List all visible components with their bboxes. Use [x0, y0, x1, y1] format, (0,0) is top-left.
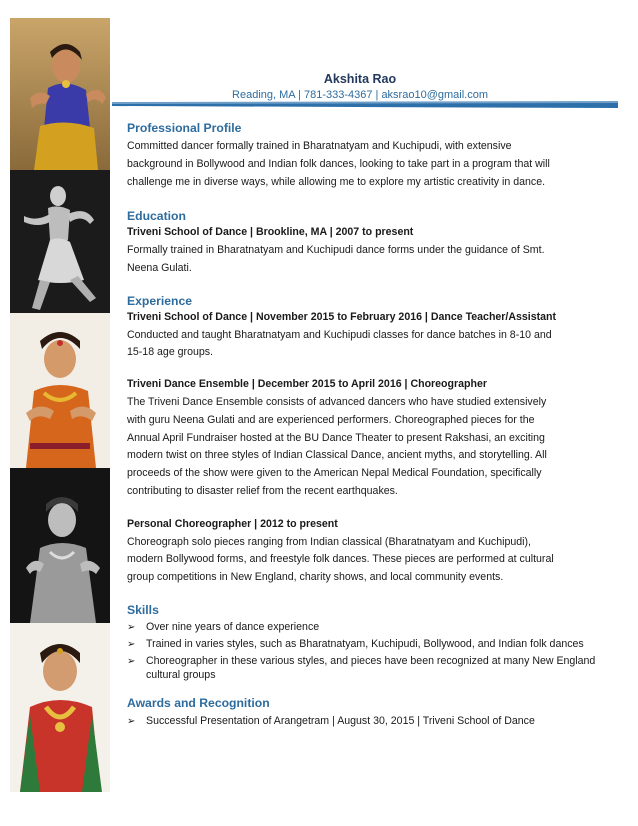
job-line: contributing to disaster relief from the recent earthquakes. [127, 484, 398, 497]
dancer-photo-bw-pose [10, 170, 110, 313]
profile-line: Committed dancer formally trained in Bharatnatyam and Kuchipudi, with extensive [127, 140, 512, 152]
job-line: Annual April Fundraiser hosted at the BU Dance Theater to present Rakshasi, an exciting [127, 431, 545, 444]
section-title: Experience [127, 293, 193, 308]
list-item [127, 621, 607, 634]
header-divider [112, 101, 618, 109]
section-awards [127, 695, 607, 728]
resume-body [127, 120, 607, 732]
job-line: modern Bollywood forms, and freestyle folk dances. These pieces are performed at cultural [127, 553, 554, 566]
section-professional-profile [127, 120, 607, 191]
job-title: Personal Choreographer | 2012 to present [127, 517, 338, 530]
arrow-bullet-icon: ➢ [127, 715, 136, 727]
arrow-bullet-icon: ➢ [127, 656, 136, 668]
section-title: Education [127, 209, 186, 224]
skills-list [127, 621, 607, 682]
education-entry-title: Triveni School of Dance | Brookline, MA | 2007 to present [127, 226, 414, 239]
section-title: Skills [127, 602, 159, 617]
job-line: proceeds of the show were given to the American Nepal Medical Foundation, specifically [127, 467, 542, 480]
job-line: Conducted and taught Bharatnatyam and Kuchipudi classes for dance batches in 8-10 and [127, 328, 552, 341]
job-title: Triveni School of Dance | November 2015 to February 2016 | Dance Teacher/Assistant [127, 310, 557, 323]
job-line: modern twist on three styles of Indian Classical Dance, ancient myths, and storytelling. All [127, 449, 547, 462]
profile-line: background in Bollywood and Indian folk dances, looking to take part in a program that will [127, 157, 550, 170]
job-line: group competitions in New England, charity shows, and local community events. [127, 571, 504, 584]
job-line: Choreograph solo pieces ranging from Indian classical (Bharatnatyam and Kuchipudi), [127, 535, 531, 548]
section-title: Professional Profile [127, 121, 242, 135]
experience-entry [127, 376, 607, 501]
list-item [127, 655, 607, 681]
dancer-photo-red-costume [10, 623, 110, 792]
experience-entry [127, 309, 607, 362]
dancer-photo-bw-portrait [10, 468, 110, 623]
education-line: Neena Gulati. [127, 261, 192, 274]
profile-line: challenge me in diverse ways, while allowing me to explore my artistic creativity in dance. [127, 175, 546, 188]
skill-text: Trained in varies styles, such as Bharatnatyam, Kuchipudi, Bollywood, and Indian folk dances [146, 638, 584, 651]
photo-strip [10, 18, 110, 792]
section-title: Awards and Recognition [127, 695, 270, 710]
section-experience [127, 293, 607, 587]
skill-text: Over nine years of dance experience [146, 620, 320, 633]
resume-name: Akshita Rao [323, 72, 397, 86]
section-skills [127, 602, 607, 682]
job-line: with guru Neena Gulati and are experienced performers. Choreographed pieces for the [127, 413, 535, 426]
list-item [127, 638, 607, 651]
award-text: Successful Presentation of Arangetram | August 30, 2015 | Triveni School of Dance [146, 714, 535, 727]
skill-text: Choreographer in these various styles, and pieces have been recognized at many New England cultural groups [146, 655, 596, 681]
section-education [127, 208, 607, 277]
arrow-bullet-icon: ➢ [127, 621, 136, 633]
list-item [127, 715, 607, 728]
job-line: The Triveni Dance Ensemble consists of advanced dancers who have studied extensively [127, 395, 547, 408]
arrow-bullet-icon: ➢ [127, 639, 136, 651]
job-title: Triveni Dance Ensemble | December 2015 to April 2016 | Choreographer [127, 378, 487, 391]
awards-list [127, 715, 607, 728]
job-line: 15-18 age groups. [127, 346, 213, 359]
education-line: Formally trained in Bharatnatyam and Kuchipudi dance forms under the guidance of Smt. [127, 244, 545, 257]
contact-line: Reading, MA | 781-333-4367 | aksrao10@gmail.com [232, 89, 488, 101]
dancer-photo-blue-costume [10, 18, 110, 170]
dancer-photo-orange-costume [10, 313, 110, 468]
experience-entry [127, 516, 607, 587]
